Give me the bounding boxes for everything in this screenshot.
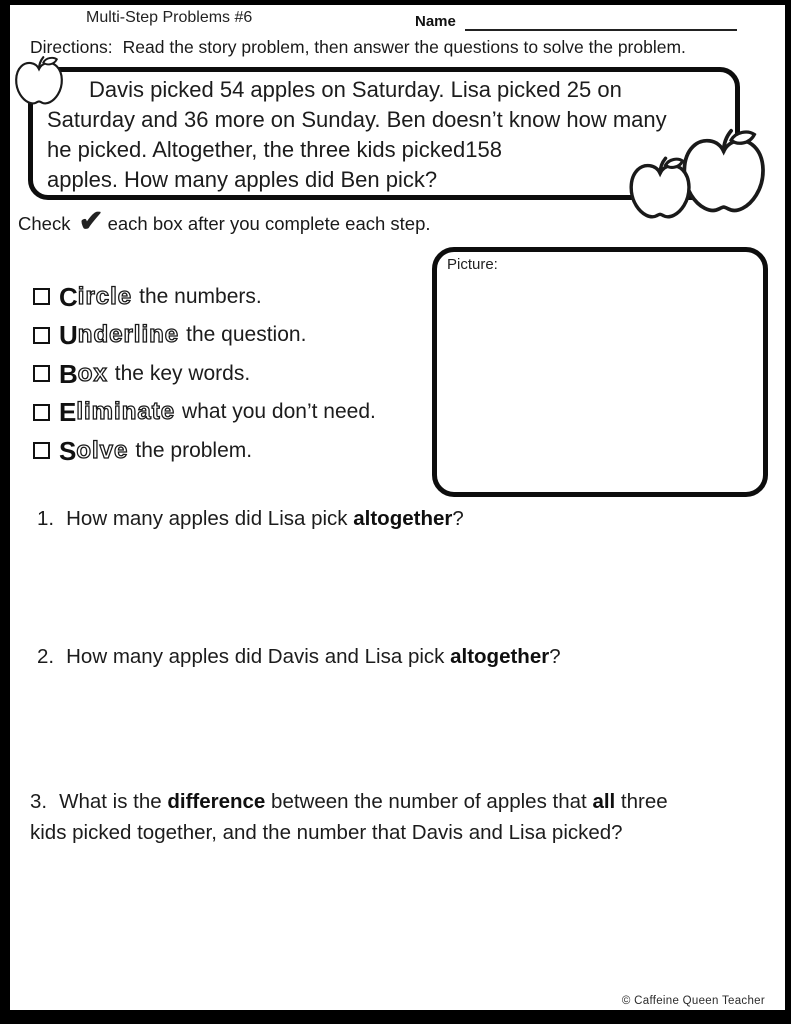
story-line: apples. How many apples did Ben pick?	[47, 167, 438, 192]
question-keyword: all	[592, 790, 616, 813]
cubes-checklist	[33, 281, 376, 474]
question-text: How many apples did Davis and Lisa pick	[66, 645, 451, 668]
question-number: 1.	[37, 507, 55, 530]
cubes-letter: E	[59, 397, 77, 427]
cubes-letter: B	[59, 358, 78, 389]
name-row	[415, 13, 456, 30]
question-text: How many apples did Lisa pick	[66, 507, 354, 530]
check-instruction-before: Check	[18, 213, 71, 234]
checklist-item-underline	[33, 320, 376, 351]
cubes-word: nderline	[77, 321, 180, 348]
cubes-word: ox	[77, 359, 108, 387]
checkbox[interactable]	[33, 365, 50, 382]
checklist-item-text: the problem.	[135, 438, 253, 462]
directions	[30, 37, 686, 58]
story-line: he picked. Altogether, the three kids picked158	[47, 137, 502, 162]
question-2	[37, 641, 561, 672]
checkmark-icon: ✔	[78, 205, 104, 238]
cubes-word: olve	[76, 436, 129, 464]
apples-pair-icon	[624, 125, 774, 225]
cubes-letter: S	[59, 435, 77, 466]
checklist-item-solve	[33, 435, 376, 466]
checklist-item-text: what you don’t need.	[182, 400, 376, 423]
name-input-line[interactable]	[465, 13, 737, 31]
checklist-item-text: the numbers.	[139, 284, 262, 308]
apple-icon	[12, 55, 66, 109]
question-keyword: difference	[167, 790, 266, 813]
picture-box[interactable]	[432, 247, 768, 497]
question-keyword: altogether	[353, 507, 453, 530]
check-instruction	[18, 205, 431, 238]
cubes-letter: U	[59, 320, 78, 350]
question-1	[37, 503, 464, 534]
story-line: Saturday and 36 more on Sunday. Ben doesn’t know how many	[47, 107, 667, 132]
checklist-item-box	[33, 358, 376, 389]
directions-text: Read the story problem, then answer the questions to solve the problem.	[122, 37, 686, 57]
page-title: Multi-Step Problems #6	[86, 9, 253, 26]
checkbox[interactable]	[33, 288, 50, 305]
question-number: 3.	[30, 790, 48, 813]
question-text: three kids picked together, and the number that Davis and Lisa picked?	[30, 790, 668, 844]
checkbox[interactable]	[33, 442, 50, 459]
question-number: 2.	[37, 645, 55, 668]
question-text: between the number of apples that	[265, 790, 593, 813]
directions-label: Directions:	[30, 37, 113, 57]
picture-label: Picture:	[447, 256, 498, 273]
story-line: Davis picked 54 apples on Saturday. Lisa picked 25 on	[89, 77, 622, 102]
cubes-word: ircle	[77, 282, 133, 310]
page-frame	[10, 5, 785, 1010]
checklist-item-circle	[33, 281, 376, 312]
checklist-item-text: the key words.	[114, 361, 251, 385]
checklist-item-eliminate	[33, 397, 376, 428]
question-text: ?	[452, 507, 464, 530]
name-label: Name	[415, 13, 456, 30]
question-keyword: altogether	[450, 645, 550, 668]
question-text: ?	[549, 645, 561, 668]
cubes-letter: C	[59, 281, 78, 312]
checkbox[interactable]	[33, 327, 50, 344]
cubes-word: liminate	[76, 398, 176, 425]
question-text: What is the	[59, 790, 168, 813]
check-instruction-after: each box after you complete each step.	[107, 213, 431, 234]
checklist-item-text: the question.	[186, 323, 307, 346]
question-3	[30, 786, 708, 848]
checkbox[interactable]	[33, 404, 50, 421]
footer-credit: © Caffeine Queen Teacher	[621, 995, 765, 1007]
